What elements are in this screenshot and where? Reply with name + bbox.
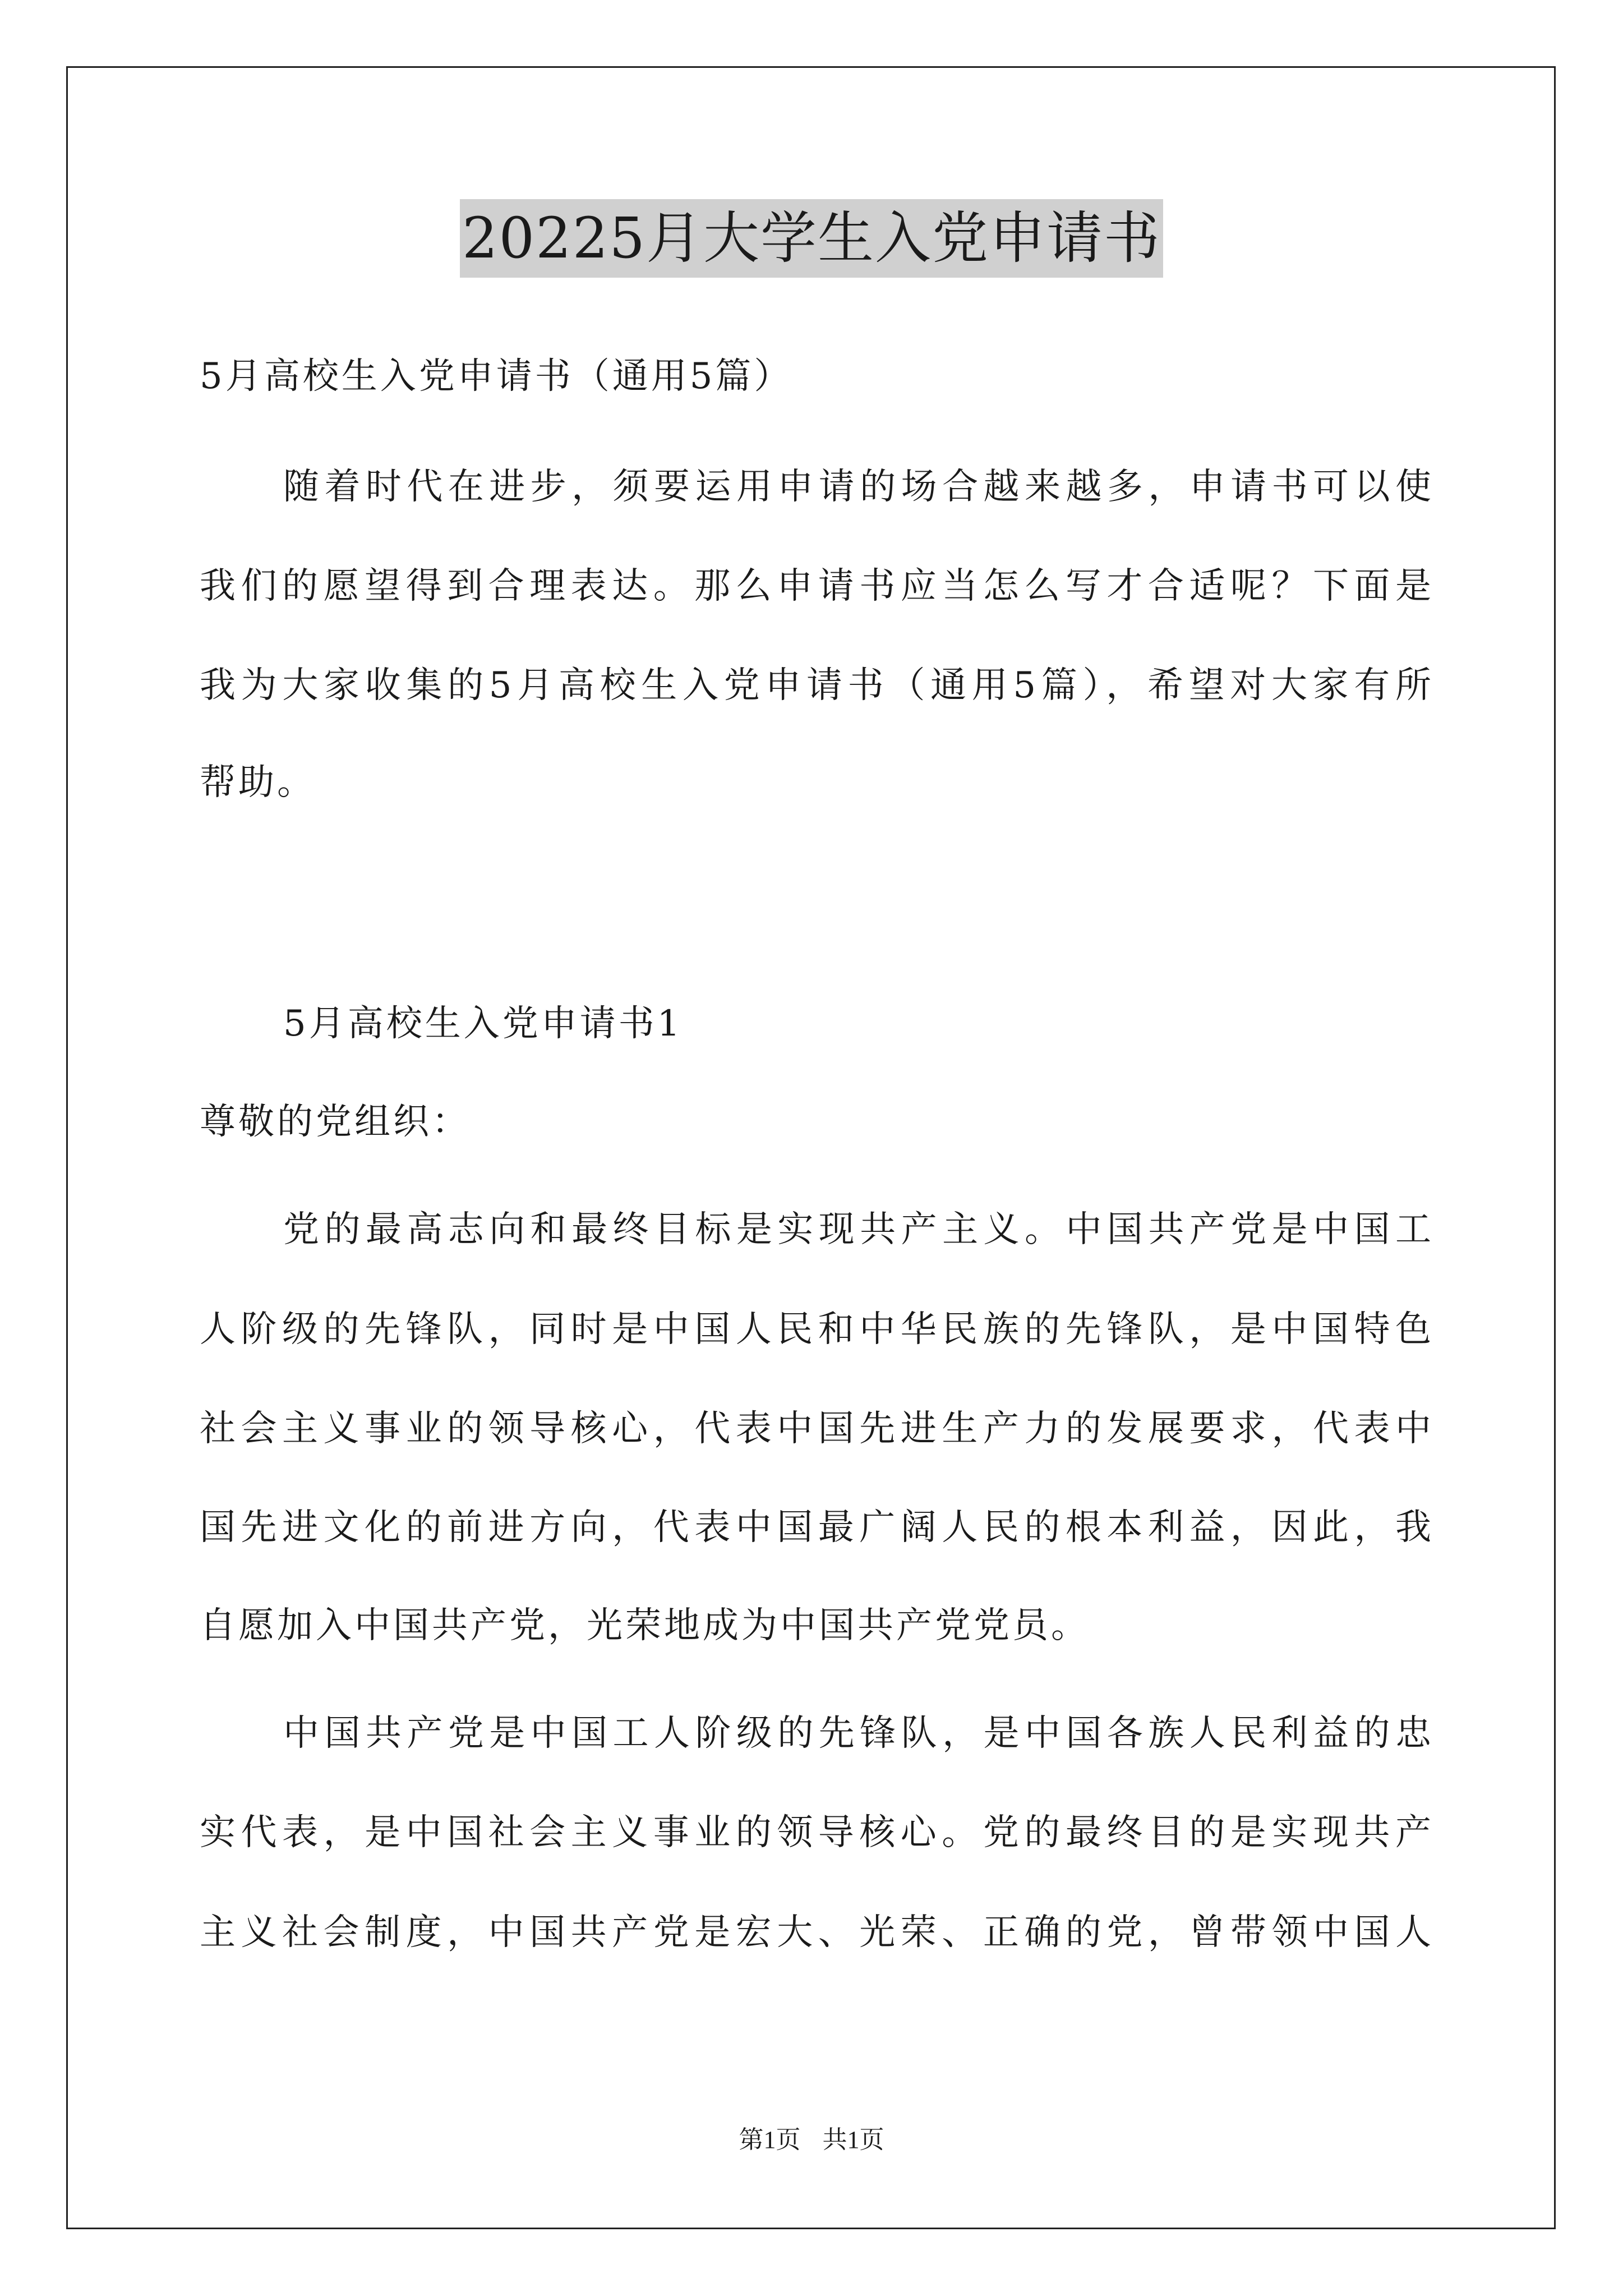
- intro-line-4: 帮助。: [200, 762, 316, 803]
- paragraph1-line-5: 自愿加入中国共产党，光荣地成为中国共产党党员。: [200, 1605, 1090, 1646]
- page-footer: [0, 2123, 1623, 2157]
- intro-line-1: 随着时代在进步，须要运用申请的场合越来越多，申请书可以使: [283, 466, 1431, 508]
- paragraph1-line-4: 国先进文化的前进方向，代表中国最广阔人民的根本利益，因此，我: [200, 1507, 1431, 1548]
- intro-line-2: 我们的愿望得到合理表达。那么申请书应当怎么写才合适呢？下面是: [200, 565, 1431, 607]
- page-number: 第1页: [739, 2126, 801, 2154]
- paragraph2-line-3: 主义社会制度，中国共产党是宏大、光荣、正确的党，曾带领中国人: [200, 1912, 1431, 1953]
- subtitle: 5月高校生入党申请书（通用5篇）: [200, 356, 793, 397]
- document-title: 20225月大学生入党申请书: [460, 199, 1163, 278]
- title-container: [0, 199, 1623, 278]
- paragraph2-line-2: 实代表，是中国社会主义事业的领导核心。党的最终目的是实现共产: [200, 1812, 1431, 1853]
- paragraph1-line-1: 党的最高志向和最终目标是实现共产主义。中国共产党是中国工: [283, 1209, 1431, 1250]
- paragraph2-line-1: 中国共产党是中国工人阶级的先锋队，是中国各族人民利益的忠: [283, 1713, 1431, 1754]
- intro-line-3: 我为大家收集的5月高校生入党申请书（通用5篇），希望对大家有所: [200, 665, 1431, 706]
- paragraph1-line-2: 人阶级的先锋队，同时是中国人民和中华民族的先锋队，是中国特色: [200, 1309, 1431, 1350]
- salutation: 尊敬的党组织：: [200, 1101, 471, 1143]
- section-heading: 5月高校生入党申请书1: [283, 1003, 683, 1045]
- paragraph1-line-3: 社会主义事业的领导核心，代表中国先进生产力的发展要求，代表中: [200, 1408, 1431, 1450]
- page-total: 共1页: [822, 2126, 884, 2154]
